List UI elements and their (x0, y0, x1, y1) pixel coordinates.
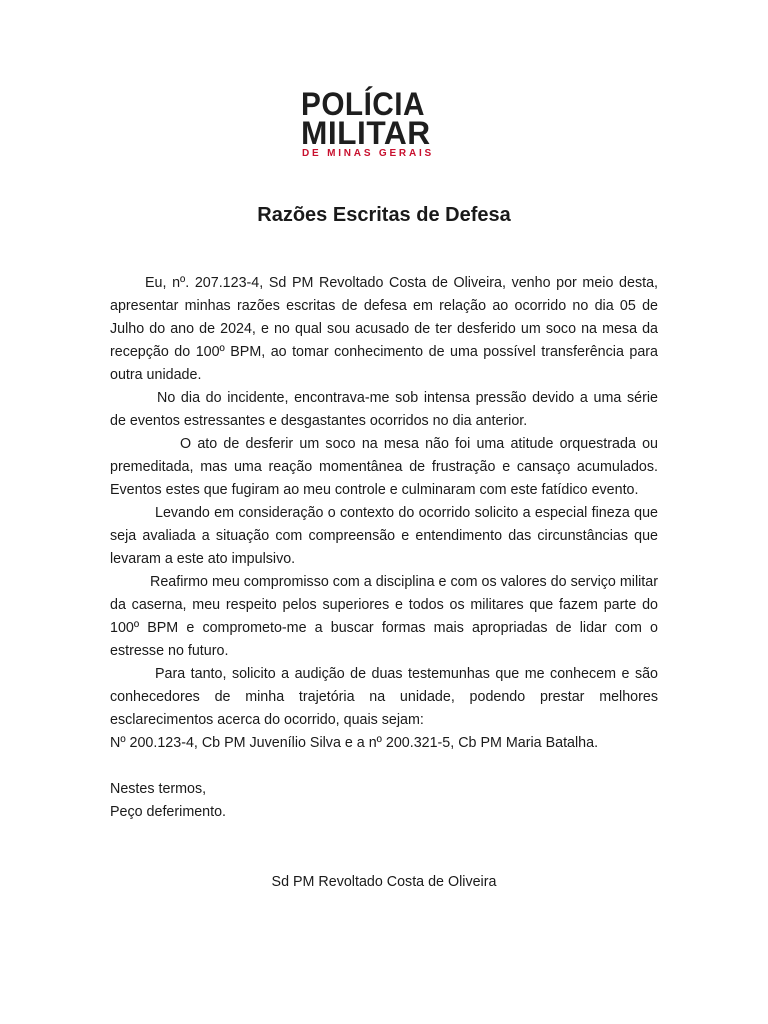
signature-name: Sd PM Revoltado Costa de Oliveira (271, 874, 497, 890)
closing-block (110, 778, 226, 824)
paragraph-identification: Eu, nº. 207.123-4, Sd PM Revoltado Costa de Oliveira, venho por meio desta, apresentar minhas razões escritas de defesa em relação ao ocorrido no dia 05 de Julho do ano de 2024, e no qual sou acusado de ter desferido um soco na mesa da recepção do 100º BPM, ao tomar conhecimento de uma possível transferência para outra unidade. (110, 275, 658, 383)
paragraph-witness-list: Nº 200.123-4, Cb PM Juvenílio Silva e a nº 200.321-5, Cb PM Maria Batalha. (110, 735, 599, 751)
closing-terms: Nestes termos, (110, 781, 207, 797)
paragraph-commitment: Reafirmo meu compromisso com a disciplina e com os valores do serviço militar da caserna, meu respeito pelos superiores e todos os militares que fazem parte do 100º BPM e comprometo-me a buscar formas mais apropriadas de lidar com o estresse no futuro. (110, 574, 658, 659)
document-title: Razões Escritas de Defesa (257, 204, 511, 226)
logo-line-militar: MILITAR (301, 115, 431, 151)
logo-line-minas-gerais: DE MINAS GERAIS (302, 148, 435, 159)
closing-request: Peço deferimento. (110, 804, 227, 820)
paragraph-request: Levando em consideração o contexto do ocorrido solicito a especial fineza que seja avaliada a situação com compreensão e entendimento das circunstâncias que levaram a este ato impulsivo. (110, 505, 658, 567)
paragraph-witness-request: Para tanto, solicito a audição de duas testemunhas que me conhecem e são conhecedores de minha trajetória na unidade, podendo prestar melhores esclarecimentos acerca do ocorrido, quais sejam: (110, 666, 658, 728)
logo-line-policia: POLÍCIA (301, 86, 425, 122)
paragraph-act-explanation: O ato de desferir um soco na mesa não foi uma atitude orquestrada ou premeditada, mas uma reação momentânea de frustração e cansaço acumulados. Eventos estes que fugiram ao meu controle e culminaram com este fatídico evento. (110, 436, 658, 498)
document-body (110, 272, 658, 755)
policia-militar-logo (301, 86, 471, 160)
paragraph-incident-context: No dia do incidente, encontrava-me sob intensa pressão devido a uma série de eventos estressantes e desgastantes ocorridos no dia anterior. (110, 390, 658, 429)
